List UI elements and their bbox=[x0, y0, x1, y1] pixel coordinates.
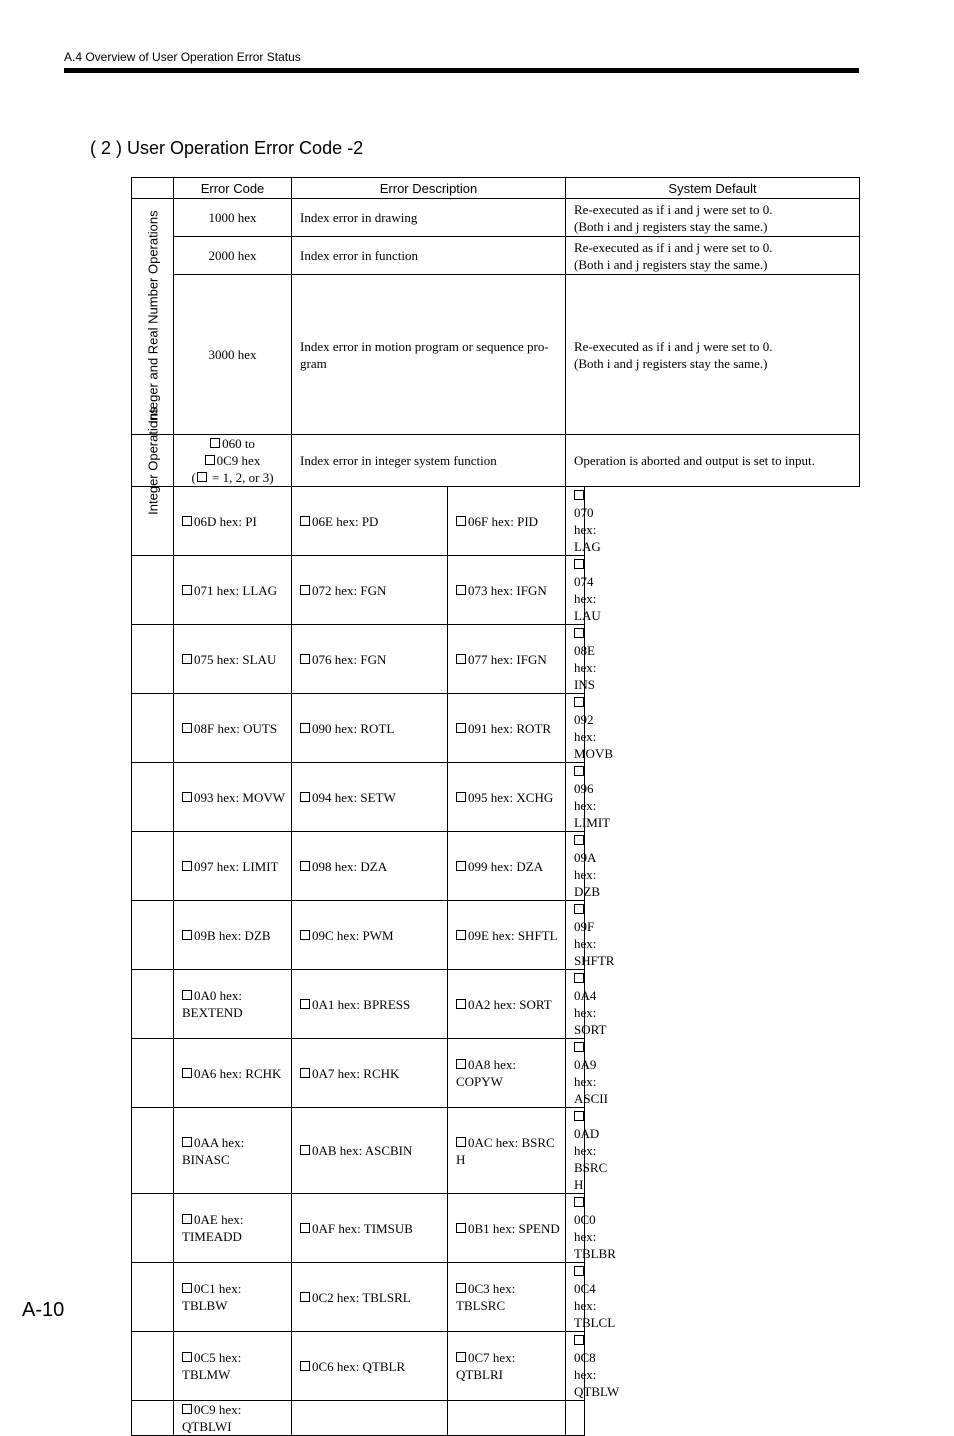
function-cell bbox=[292, 1108, 448, 1194]
indent-cell bbox=[132, 1263, 174, 1332]
function-label: 098 hex: DZA bbox=[312, 858, 388, 874]
function-cell bbox=[566, 1263, 616, 1332]
system-default-line: (Both i and j registers stay the same.) bbox=[574, 256, 768, 272]
placeholder-box-icon bbox=[300, 1145, 310, 1155]
table-row bbox=[132, 435, 860, 487]
system-default-line: (Both i and j registers stay the same.) bbox=[574, 355, 768, 371]
function-label: 0A7 hex: RCHK bbox=[312, 1065, 400, 1081]
function-row bbox=[132, 1194, 860, 1263]
error-description-cell: Index error in drawing bbox=[292, 199, 566, 237]
function-label: 091 hex: ROTR bbox=[468, 720, 552, 736]
header-rule bbox=[64, 68, 859, 73]
function-cell bbox=[448, 694, 566, 763]
group-label-integer-and-real bbox=[132, 199, 174, 435]
function-label: 094 hex: SETW bbox=[312, 789, 396, 805]
function-label: 071 hex: LLAG bbox=[194, 582, 278, 598]
function-cell bbox=[448, 901, 566, 970]
function-cell bbox=[448, 1108, 566, 1194]
indent-cell bbox=[132, 1332, 174, 1401]
function-label: 0AD hex: BSRC H bbox=[574, 1126, 608, 1192]
function-label: 0AB hex: ASCBIN bbox=[312, 1143, 413, 1158]
function-row bbox=[132, 832, 860, 901]
function-cell bbox=[174, 1194, 292, 1263]
placeholder-box-icon bbox=[574, 697, 584, 707]
placeholder-box-icon bbox=[574, 1266, 584, 1276]
function-label: 0AE hex: TIMEADD bbox=[182, 1212, 244, 1244]
function-cell bbox=[292, 901, 448, 970]
function-cell bbox=[448, 970, 566, 1039]
system-default-line: (Both i and j registers stay the same.) bbox=[574, 218, 768, 234]
function-cell bbox=[566, 694, 614, 763]
function-cell bbox=[292, 1401, 448, 1436]
function-label: 090 hex: ROTL bbox=[312, 720, 395, 736]
table-header-row bbox=[132, 178, 860, 199]
placeholder-box-icon bbox=[182, 1352, 192, 1362]
function-label: 074 hex: LAU bbox=[574, 574, 601, 623]
function-cell bbox=[566, 763, 611, 832]
indent-cell bbox=[132, 763, 174, 832]
placeholder-box-icon bbox=[300, 1068, 310, 1078]
placeholder-box-icon bbox=[182, 585, 192, 595]
function-row bbox=[132, 1401, 860, 1436]
function-cell bbox=[566, 1401, 585, 1436]
placeholder-box-icon bbox=[182, 723, 192, 733]
placeholder-box-icon bbox=[456, 654, 466, 664]
placeholder-box-icon bbox=[182, 1137, 192, 1147]
function-label: 09E hex: SHFTL bbox=[468, 927, 558, 943]
error-description-cell: Index error in integer system function bbox=[292, 435, 566, 487]
placeholder-box-icon bbox=[456, 1137, 466, 1147]
function-label: 0C6 hex: QTBLR bbox=[312, 1358, 406, 1374]
placeholder-box-icon bbox=[574, 490, 584, 500]
placeholder-box-icon bbox=[456, 723, 466, 733]
indent-cell bbox=[132, 970, 174, 1039]
error-description-cell: Index error in motion program or sequence pro-gram bbox=[292, 275, 566, 435]
placeholder-box-icon bbox=[456, 861, 466, 871]
function-label: 097 hex: LIMIT bbox=[194, 858, 279, 874]
function-label: 09F hex: SHFTR bbox=[574, 919, 615, 968]
function-cell bbox=[174, 1401, 292, 1436]
function-cell bbox=[566, 1332, 620, 1401]
function-label: 08E hex: INS bbox=[574, 643, 597, 692]
placeholder-box-icon bbox=[182, 792, 192, 802]
placeholder-box-icon bbox=[456, 999, 466, 1009]
placeholder-box-icon bbox=[456, 516, 466, 526]
system-default-cell: Operation is aborted and output is set to input. bbox=[566, 435, 860, 487]
placeholder-box-icon bbox=[456, 930, 466, 940]
function-cell bbox=[566, 625, 597, 694]
function-label: 075 hex: SLAU bbox=[194, 651, 277, 667]
function-label: 0C4 hex: TBLCL bbox=[574, 1281, 616, 1330]
placeholder-box-icon bbox=[182, 1404, 192, 1414]
function-label: 0C3 hex: TBLSRC bbox=[456, 1281, 516, 1313]
error-code-line: ( = 1, 2, or 3) bbox=[191, 470, 274, 485]
placeholder-box-icon bbox=[456, 585, 466, 595]
function-cell bbox=[174, 556, 292, 625]
placeholder-box-icon bbox=[574, 766, 584, 776]
function-cell bbox=[292, 763, 448, 832]
function-label: 0AA hex: BINASC bbox=[182, 1134, 245, 1167]
error-code-line: 060 to bbox=[174, 435, 291, 452]
placeholder-box-icon bbox=[300, 861, 310, 871]
function-label: 06F hex: PID bbox=[468, 513, 539, 529]
placeholder-box-icon bbox=[456, 1352, 466, 1362]
function-label: 0A2 hex: SORT bbox=[468, 996, 552, 1012]
error-code-table bbox=[131, 177, 860, 1436]
function-cell bbox=[448, 487, 566, 556]
placeholder-box-icon bbox=[456, 1059, 466, 1069]
function-label: 0AF hex: TIMSUB bbox=[312, 1220, 413, 1236]
function-cell bbox=[448, 1194, 566, 1263]
corner-cell bbox=[132, 178, 174, 199]
function-label: 09C hex: PWM bbox=[312, 927, 394, 943]
function-label: 09B hex: DZB bbox=[194, 927, 271, 943]
error-code-line: 0C9 hex bbox=[174, 452, 291, 469]
function-label: 073 hex: IFGN bbox=[468, 582, 547, 598]
placeholder-box-icon bbox=[574, 1042, 584, 1052]
function-cell bbox=[292, 970, 448, 1039]
function-label: 0A1 hex: BPRESS bbox=[312, 996, 411, 1012]
placeholder-box-icon bbox=[574, 559, 584, 569]
placeholder-box-icon bbox=[182, 516, 192, 526]
function-cell bbox=[448, 1401, 566, 1436]
placeholder-box-icon bbox=[197, 472, 207, 482]
function-label: 0A4 hex: SORT bbox=[574, 988, 607, 1037]
placeholder-box-icon bbox=[300, 1223, 310, 1233]
indent-cell bbox=[132, 832, 174, 901]
system-default-line: Re-executed as if i and j were set to 0. bbox=[574, 201, 773, 217]
placeholder-box-icon bbox=[210, 438, 220, 448]
function-label: 093 hex: MOVW bbox=[194, 789, 285, 805]
function-row bbox=[132, 694, 860, 763]
system-default-cell bbox=[566, 275, 860, 435]
indent-cell bbox=[132, 901, 174, 970]
function-label: 0A9 hex: ASCII bbox=[574, 1057, 608, 1106]
error-code-cell: 3000 hex bbox=[174, 275, 292, 435]
error-code-cell: 2000 hex bbox=[174, 237, 292, 275]
function-cell bbox=[292, 556, 448, 625]
column-header-error-description: Error Description bbox=[292, 178, 566, 199]
function-label: 08F hex: OUTS bbox=[194, 720, 278, 736]
placeholder-box-icon bbox=[574, 1197, 584, 1207]
group-label-text: Integer and Real Number Operations bbox=[145, 209, 160, 424]
function-cell bbox=[174, 694, 292, 763]
system-default-line: Re-executed as if i and j were set to 0. bbox=[574, 338, 773, 354]
function-cell bbox=[566, 901, 615, 970]
placeholder-box-icon bbox=[182, 654, 192, 664]
function-cell bbox=[448, 556, 566, 625]
function-cell bbox=[292, 832, 448, 901]
function-cell bbox=[174, 763, 292, 832]
function-cell bbox=[174, 1332, 292, 1401]
function-cell bbox=[174, 487, 292, 556]
function-cell bbox=[448, 1332, 566, 1401]
placeholder-box-icon bbox=[300, 585, 310, 595]
group-label-integer bbox=[132, 406, 174, 515]
placeholder-box-icon bbox=[182, 930, 192, 940]
indent-cell bbox=[132, 1401, 174, 1436]
error-code-cell: 1000 hex bbox=[174, 199, 292, 237]
function-cell bbox=[292, 1263, 448, 1332]
function-label: 0C1 hex: TBLBW bbox=[182, 1281, 242, 1313]
function-label: 076 hex: FGN bbox=[312, 651, 387, 667]
function-cell bbox=[174, 832, 292, 901]
function-cell bbox=[292, 1332, 448, 1401]
function-label: 070 hex: LAG bbox=[574, 505, 601, 554]
function-cell bbox=[566, 832, 600, 901]
function-cell bbox=[174, 970, 292, 1039]
function-label: 096 hex: LIMIT bbox=[574, 781, 611, 830]
function-cell bbox=[448, 625, 566, 694]
function-label: 0C2 hex: TBLSRL bbox=[312, 1289, 411, 1305]
indent-cell bbox=[132, 625, 174, 694]
column-header-system-default: System Default bbox=[566, 178, 860, 199]
table-row bbox=[132, 237, 860, 275]
function-label: 092 hex: MOVB bbox=[574, 712, 614, 761]
error-description-cell: Index error in function bbox=[292, 237, 566, 275]
function-cell bbox=[174, 1263, 292, 1332]
function-label: 0C8 hex: QTBLW bbox=[574, 1350, 620, 1399]
function-label: 0A6 hex: RCHK bbox=[194, 1065, 282, 1081]
placeholder-box-icon bbox=[574, 1111, 584, 1121]
section-title: ( 2 ) User Operation Error Code -2 bbox=[90, 138, 364, 158]
function-cell bbox=[174, 1039, 292, 1108]
function-label: 072 hex: FGN bbox=[312, 582, 387, 598]
indent-cell bbox=[132, 1039, 174, 1108]
error-code-cell bbox=[174, 435, 292, 487]
function-row bbox=[132, 901, 860, 970]
function-row bbox=[132, 1332, 860, 1401]
function-label: 0C5 hex: TBLMW bbox=[182, 1350, 242, 1382]
function-label: 099 hex: DZA bbox=[468, 858, 544, 874]
function-cell bbox=[174, 901, 292, 970]
placeholder-box-icon bbox=[300, 930, 310, 940]
placeholder-box-icon bbox=[300, 516, 310, 526]
function-row bbox=[132, 763, 860, 832]
function-row bbox=[132, 1108, 860, 1194]
placeholder-box-icon bbox=[182, 1283, 192, 1293]
function-label: 06E hex: PD bbox=[312, 513, 379, 529]
placeholder-box-icon bbox=[300, 999, 310, 1009]
function-label: 077 hex: IFGN bbox=[468, 651, 547, 667]
placeholder-box-icon bbox=[574, 1335, 584, 1345]
function-row bbox=[132, 1039, 860, 1108]
function-label: 0B1 hex: SPEND bbox=[468, 1220, 560, 1236]
function-cell bbox=[448, 763, 566, 832]
table-row bbox=[132, 275, 860, 435]
system-default-cell bbox=[566, 199, 860, 237]
indent-cell bbox=[132, 694, 174, 763]
function-row bbox=[132, 625, 860, 694]
placeholder-box-icon bbox=[574, 904, 584, 914]
system-default-cell bbox=[566, 237, 860, 275]
column-header-error-code: Error Code bbox=[174, 178, 292, 199]
placeholder-box-icon bbox=[456, 792, 466, 802]
function-label: 0C0 hex: TBLBR bbox=[574, 1212, 616, 1261]
function-cell bbox=[174, 1108, 292, 1194]
function-cell bbox=[566, 1039, 608, 1108]
group-label-text: Integer Operations bbox=[145, 406, 160, 515]
function-cell bbox=[292, 625, 448, 694]
function-cell bbox=[448, 832, 566, 901]
placeholder-box-icon bbox=[574, 628, 584, 638]
function-cell bbox=[448, 1039, 566, 1108]
function-label: 095 hex: XCHG bbox=[468, 789, 554, 805]
placeholder-box-icon bbox=[205, 455, 215, 465]
indent-cell bbox=[132, 1108, 174, 1194]
function-label: 0AC hex: BSRC H bbox=[456, 1134, 555, 1167]
function-cell bbox=[566, 487, 601, 556]
function-cell bbox=[292, 694, 448, 763]
function-cell bbox=[292, 487, 448, 556]
placeholder-box-icon bbox=[456, 1283, 466, 1293]
function-cell bbox=[292, 1039, 448, 1108]
function-label: 09A hex: DZB bbox=[574, 850, 600, 899]
function-cell bbox=[566, 556, 601, 625]
function-cell bbox=[566, 1194, 616, 1263]
placeholder-box-icon bbox=[574, 835, 584, 845]
function-row bbox=[132, 487, 860, 556]
running-header: A.4 Overview of User Operation Error Status bbox=[64, 50, 301, 64]
function-row bbox=[132, 556, 860, 625]
function-cell bbox=[292, 1194, 448, 1263]
function-cell bbox=[448, 1263, 566, 1332]
function-cell bbox=[566, 970, 607, 1039]
function-row bbox=[132, 1263, 860, 1332]
placeholder-box-icon bbox=[182, 990, 192, 1000]
placeholder-box-icon bbox=[182, 1068, 192, 1078]
function-list bbox=[132, 487, 860, 1436]
function-label: 06D hex: PI bbox=[194, 513, 257, 529]
placeholder-box-icon bbox=[182, 1214, 192, 1224]
function-cell bbox=[566, 1108, 608, 1194]
function-label: 0C9 hex: QTBLWI bbox=[182, 1402, 242, 1434]
placeholder-box-icon bbox=[182, 861, 192, 871]
placeholder-box-icon bbox=[300, 1292, 310, 1302]
placeholder-box-icon bbox=[456, 1223, 466, 1233]
function-label: 0C7 hex: QTBLRI bbox=[456, 1350, 516, 1382]
function-row bbox=[132, 970, 860, 1039]
indent-cell bbox=[132, 556, 174, 625]
placeholder-box-icon bbox=[300, 654, 310, 664]
function-label: 0A8 hex: COPYW bbox=[456, 1057, 517, 1089]
placeholder-box-icon bbox=[574, 973, 584, 983]
placeholder-box-icon bbox=[300, 723, 310, 733]
system-default-line: Re-executed as if i and j were set to 0. bbox=[574, 239, 773, 255]
page-number: A-10 bbox=[22, 1299, 65, 1321]
table-row bbox=[132, 199, 860, 237]
placeholder-box-icon bbox=[300, 1361, 310, 1371]
function-label: 0A0 hex: BEXTEND bbox=[182, 988, 243, 1020]
function-cell bbox=[174, 625, 292, 694]
placeholder-box-icon bbox=[300, 792, 310, 802]
indent-cell bbox=[132, 1194, 174, 1263]
